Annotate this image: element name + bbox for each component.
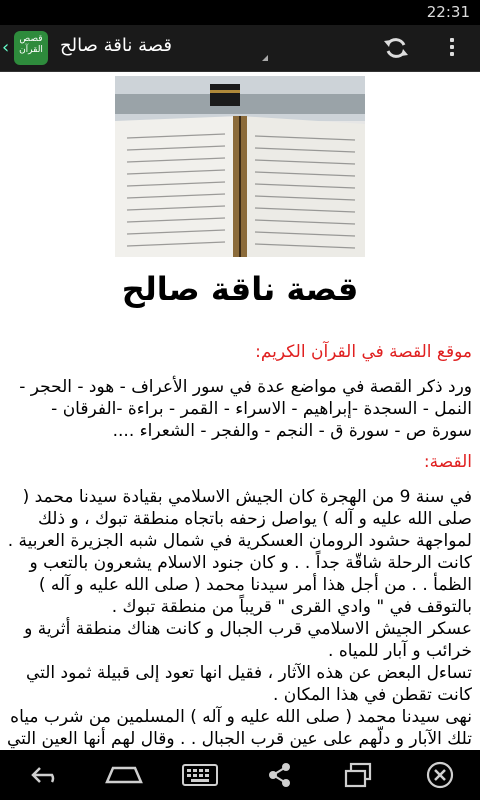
- back-button[interactable]: [28, 758, 68, 792]
- spinner-indicator-icon: [262, 55, 268, 61]
- overflow-menu-button[interactable]: [444, 35, 460, 63]
- section-body-location: ورد ذكر القصة في مواضع عدة في سور الأعراف - هود - الحجر - النمل - السجدة -إبراهيم - الاسراء - القمر - براءة -الفرقان - سورة ص - سورة ق - النجم - والفجر - الشعراء ....: [19, 377, 472, 441]
- recent-apps-button[interactable]: [338, 758, 378, 792]
- menu-dot: [450, 38, 454, 42]
- article-title: قصة ناقة صالح: [121, 270, 359, 308]
- menu-dot: [450, 52, 454, 56]
- keyboard-icon: [182, 763, 218, 787]
- article-content[interactable]: [0, 72, 480, 750]
- close-button[interactable]: [420, 758, 460, 792]
- up-chevron-icon[interactable]: ‹: [2, 37, 10, 58]
- section-heading-location: موقع القصة في القرآن الكريم:: [255, 342, 472, 362]
- app-logo[interactable]: [14, 31, 48, 65]
- refresh-button[interactable]: [382, 34, 410, 62]
- close-icon: [426, 761, 454, 789]
- home-icon: [105, 766, 143, 784]
- quran-image: [115, 76, 365, 257]
- section-heading-story: القصة:: [423, 452, 472, 472]
- back-icon: [30, 765, 66, 785]
- app-title: قصة ناقة صالح: [60, 35, 172, 56]
- section-body-story: في سنة 9 من الهجرة كان الجيش الاسلامي بقيادة سيدنا محمد ( صلى الله عليه و آله ) يواصل زحفه باتجاه منطقة تبوك ، و ذلك لمواجهة حشود الرومان العسكرية في شمال شبه الجزيرة العربية . كانت الرحلة شاقّة جداً . . و كان جنود الاسلام يشعرون بالتعب و الظمأ . . من أجل هذا أمر سيدنا محمد ( صلى الله عليه و آله ) بالتوقف في " وادي القرى " قريباً من منطقة تبوك . عسكر الجيش الاسلامي قرب الجبال و كانت هناك منطقة أثرية و خرائب و آبار للمياه . تساءل البعض عن هذه الآثار ، فقيل انها تعود إلى قبيلة ثمود التي كانت تقطن في هذا المكان . نهى سيدنا محمد ( صلى الله عليه و آله ) المسلمين من شرب مياه تلك الآبار و دلّهم على عين قرب الجبال . . وقال لهم أنها العين التي: [6, 487, 472, 749]
- refresh-icon: [382, 34, 410, 62]
- app-logo-text: قصص القرآن: [19, 34, 43, 55]
- share-button[interactable]: [260, 758, 300, 792]
- keyboard-button[interactable]: [180, 758, 220, 792]
- menu-dot: [450, 45, 454, 49]
- system-nav-bar: [0, 750, 480, 800]
- status-time: 22:31: [426, 3, 470, 21]
- recent-apps-icon: [343, 762, 373, 788]
- home-button[interactable]: [104, 758, 144, 792]
- share-icon: [267, 762, 293, 788]
- status-bar: [0, 0, 480, 25]
- action-bar: [0, 25, 480, 72]
